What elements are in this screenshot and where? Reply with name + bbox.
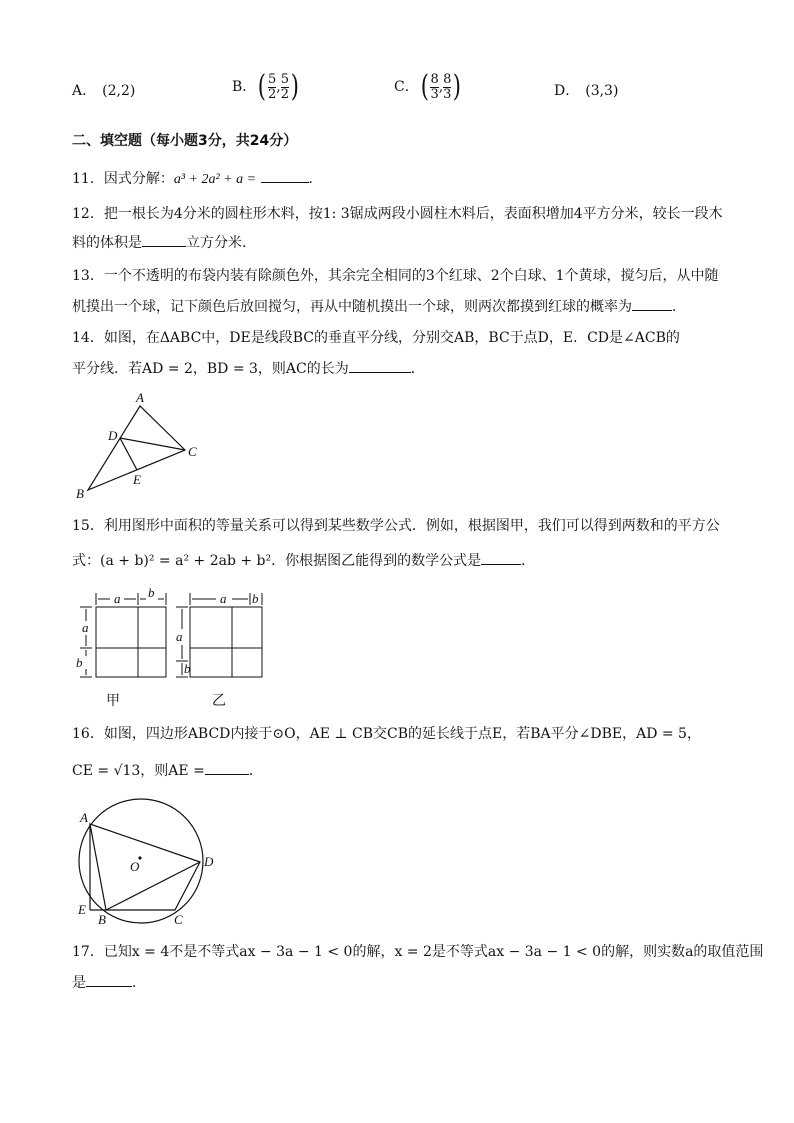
q15-text: 式：(a + b)² = a² + 2ab + b²．你根据图乙能得到的数学公式是 (72, 553, 482, 569)
figure-yi-caption: 乙 (212, 693, 226, 709)
segment-bd (106, 862, 200, 910)
figure-jia-caption: 甲 (106, 693, 120, 709)
yi-label-b-top: b (252, 591, 259, 606)
q15-line-2 (72, 550, 535, 571)
q15-end: ． (521, 553, 536, 569)
jia-label-a-top: a (114, 591, 121, 606)
q17-text: 是 (72, 975, 86, 991)
frac-numerator: 8 (443, 71, 452, 87)
q14-label-a: A (136, 390, 144, 405)
q11-end: ． (308, 171, 323, 187)
q14-answer-blank[interactable] (349, 358, 411, 373)
q11-expr: a³ + 2a² + a = (173, 172, 257, 187)
q16-label-c: C (174, 912, 183, 927)
q14-text: 平分线．若AD = 2，BD = 3，则AC的长为 (72, 361, 349, 377)
option-c-frac-2 (443, 73, 451, 102)
jia-label-a-side: a (82, 620, 89, 635)
option-a-label: A． (72, 83, 97, 99)
figure-jia (72, 585, 172, 685)
yi-outer-square (190, 607, 262, 677)
option-d-label: D． (554, 83, 580, 99)
option-c-left-paren: ( (420, 69, 429, 104)
option-b-left-paren: ( (258, 69, 267, 104)
option-b-frac-2 (281, 73, 289, 102)
q16-line-1: 16．如图，四边形ABCD内接于⊙O，AE ⊥ CB交CB的延长线于点E，若BA平分∠DBE，AD = 5， (72, 726, 701, 742)
frac-denominator: 2 (268, 86, 277, 102)
q14-end: ． (410, 361, 425, 377)
yi-label-a-side: a (176, 629, 183, 644)
q13-line-2 (72, 296, 686, 317)
q16-text: CE = √13，则AE = (72, 763, 205, 779)
option-a-value: (2,2) (102, 83, 136, 99)
frac-denominator: 3 (430, 86, 439, 102)
option-c-right-paren: ) (453, 69, 462, 104)
frac-numerator: 5 (268, 71, 277, 87)
q16-label-d: D (204, 854, 214, 869)
q16-line-2 (72, 760, 263, 781)
option-a (72, 80, 135, 102)
frac-denominator: 2 (280, 86, 290, 102)
option-d-value: (3,3) (585, 83, 619, 99)
jia-label-b-side: b (76, 655, 83, 670)
q16-label-a: A (80, 810, 88, 825)
option-b (232, 69, 301, 104)
q15-line-1: 15．利用图形中面积的等量关系可以得到某些数学公式．例如，根据图甲，我们可以得到两数和的平方公 (72, 518, 720, 534)
q11-text: 11．因式分解： (72, 171, 174, 187)
q17-line-1: 17．已知x = 4不是不等式ax − 3a − 1 < 0的解，x = 2是不等式ax − 3a − 1 < 0的解，则实数a的取值范围 (72, 944, 764, 960)
frac-numerator: 8 (430, 71, 439, 87)
option-b-label: B． (232, 79, 257, 95)
q16-label-b: B (98, 912, 106, 927)
option-c-label: C． (394, 79, 419, 95)
q12-answer-blank[interactable] (142, 232, 186, 247)
option-c (394, 69, 463, 104)
frac-numerator: 5 (280, 71, 290, 87)
q13-text: 机摸出一个球，记下颜色后放回搅匀，再从中随机摸出一个球，则两次都摸到红球的概率为 (72, 299, 632, 315)
option-b-frac-1 (268, 73, 276, 102)
yi-label-a-top: a (220, 591, 227, 606)
q17-end: ． (132, 975, 146, 991)
yi-label-b-side: b (184, 661, 191, 676)
comma: , (438, 79, 444, 95)
q12-text-a: 料的体积是 (72, 235, 142, 251)
q12-line-1: 12．把一根长为4分米的圆柱形木料，按1: 3锯成两段小圆柱木料后，表面积增加4平方分米，较长一段木 (72, 206, 723, 222)
section-title: 二、填空题（每小题3分，共24分） (72, 133, 298, 149)
question-11 (72, 168, 323, 190)
q12-text-b: 立方分米． (186, 235, 256, 251)
q14-label-d: D (108, 428, 118, 443)
q14-label-c: C (188, 444, 197, 459)
q11-answer-blank[interactable] (261, 168, 309, 183)
option-c-frac-1 (430, 73, 438, 102)
figure-yi (172, 585, 272, 685)
q17-answer-blank[interactable] (86, 972, 132, 987)
option-d (554, 80, 618, 102)
circle-o (79, 799, 203, 923)
q13-line-1: 13．一个不透明的布袋内装有除颜色外，其余完全相同的3个红球、2个白球、1个黄球，搅匀后，从中随 (72, 268, 719, 284)
comma: , (276, 79, 281, 95)
frac-denominator: 3 (443, 86, 452, 102)
jia-outer-square (96, 607, 166, 677)
q14-label-b: B (76, 486, 84, 501)
q14-label-e: E (133, 472, 141, 487)
q16-circle-figure (70, 796, 230, 928)
q16-label-o: O (130, 859, 140, 874)
q16-label-e: E (78, 902, 86, 917)
segment-de (120, 438, 137, 470)
q17-line-2 (72, 972, 146, 993)
quadrilateral-abcd (90, 824, 200, 910)
jia-label-b-top: b (148, 585, 155, 600)
q13-answer-blank[interactable] (632, 296, 672, 311)
q16-answer-blank[interactable] (205, 760, 249, 775)
q13-end: ． (672, 299, 686, 315)
option-b-right-paren: ) (290, 69, 299, 104)
q15-answer-blank[interactable] (481, 550, 521, 565)
q12-line-2 (72, 232, 256, 253)
q14-triangle-figure (70, 388, 210, 504)
q14-line-2 (72, 358, 425, 379)
q14-line-1: 14．如图，在ΔABC中，DE是线段BC的垂直平分线，分别交AB，BC于点D，E．CD是∠ACB的 (72, 330, 680, 346)
q16-end: ． (248, 763, 263, 779)
